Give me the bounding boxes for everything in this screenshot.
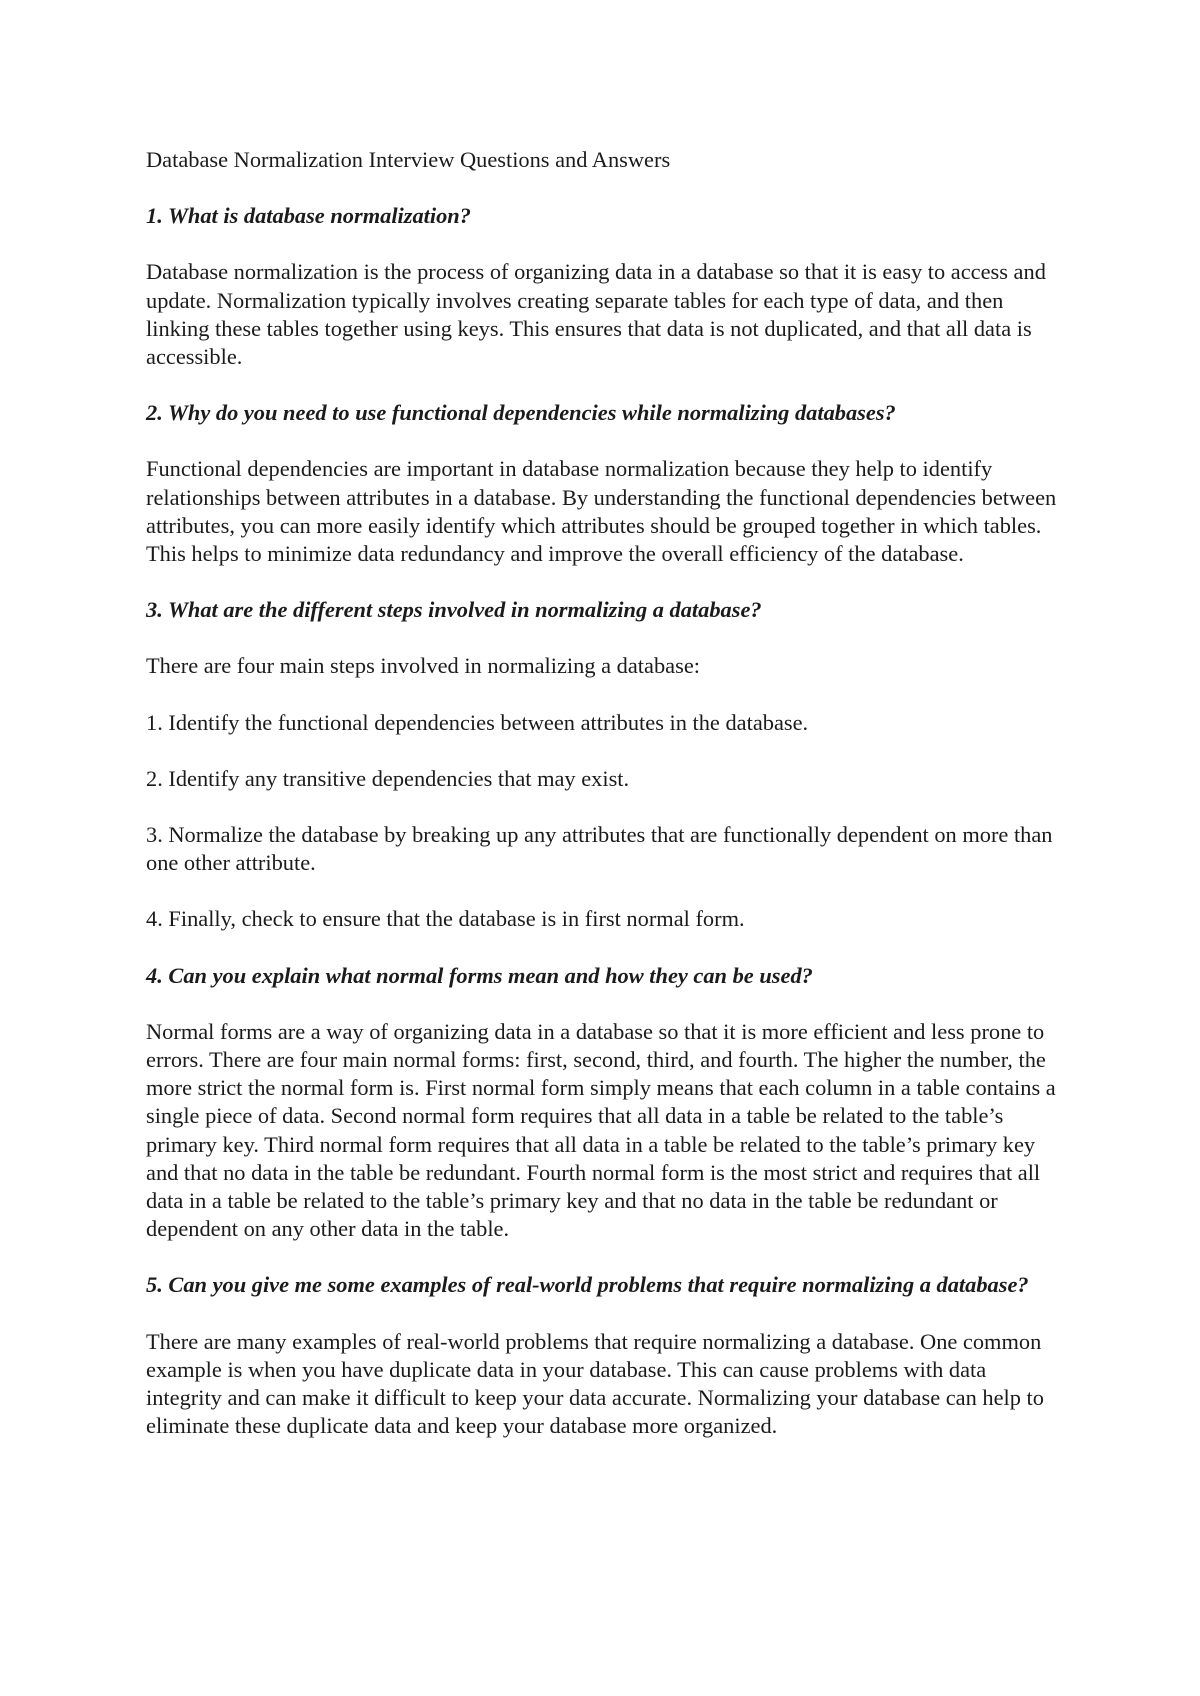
answer-5: There are many examples of real-world problems that require normalizing a database. One common example is when you have duplicate data in your database. This can cause problems with data integrity and can make it difficult to keep your data accurate. Normalizing your database can help to eliminate these duplicate data and keep your database more organized.: [146, 1328, 1044, 1439]
answer-3-step-1: 1. Identify the functional dependencies between attributes in the database.: [146, 709, 809, 735]
question-4: 4. Can you explain what normal forms mean and how they can be used?: [146, 962, 813, 988]
question-2: 2. Why do you need to use functional dependencies while normalizing databases?: [146, 400, 896, 426]
answer-4: Normal forms are a way of organizing data in a database so that it is more efficient and less prone to errors. There are four main normal forms: first, second, third, and fourth. The higher the number, the more strict the normal form is. First normal form simply means that each column in a table contains a single piece of data. Second normal form requires that all data in a table be related to the table’s primary key. Third normal form requires that all data in a table be related to the table’s primary key and that no data in the table be redundant. Fourth normal form is the most strict and requires that all data in a table be related to the table’s primary key and that no data in the table be redundant or dependent on any other data in the table.: [146, 1018, 1056, 1242]
answer-3-step-4: 4. Finally, check to ensure that the database is in first normal form.: [146, 906, 745, 932]
answer-3-step-2: 2. Identify any transitive dependencies that may exist.: [146, 765, 630, 791]
document-body: [146, 146, 1066, 1469]
question-1: 1. What is database normalization?: [146, 203, 471, 229]
answer-1: Database normalization is the process of organizing data in a database so that it is easy to access and update. Normalization typically involves creating separate tables for each type of data, and then linking these tables together using keys. This ensures that data is not duplicated, and that all data is accessible.: [146, 259, 1046, 370]
answer-2: Functional dependencies are important in database normalization because they help to identify relationships between attributes in a database. By understanding the functional dependencies between attributes, you can more easily identify which attributes should be grouped together in which tables. This helps to minimize data redundancy and improve the overall efficiency of the database.: [146, 456, 1057, 567]
answer-3-intro: There are four main steps involved in normalizing a database:: [146, 653, 700, 679]
answer-3-step-3: 3. Normalize the database by breaking up any attributes that are functionally dependent on more than one other attribute.: [146, 822, 1053, 876]
question-3: 3. What are the different steps involved in normalizing a database?: [146, 597, 762, 623]
document-title: Database Normalization Interview Questions and Answers: [146, 147, 671, 172]
question-5: 5. Can you give me some examples of real-world problems that require normalizing a database?: [146, 1272, 1029, 1298]
